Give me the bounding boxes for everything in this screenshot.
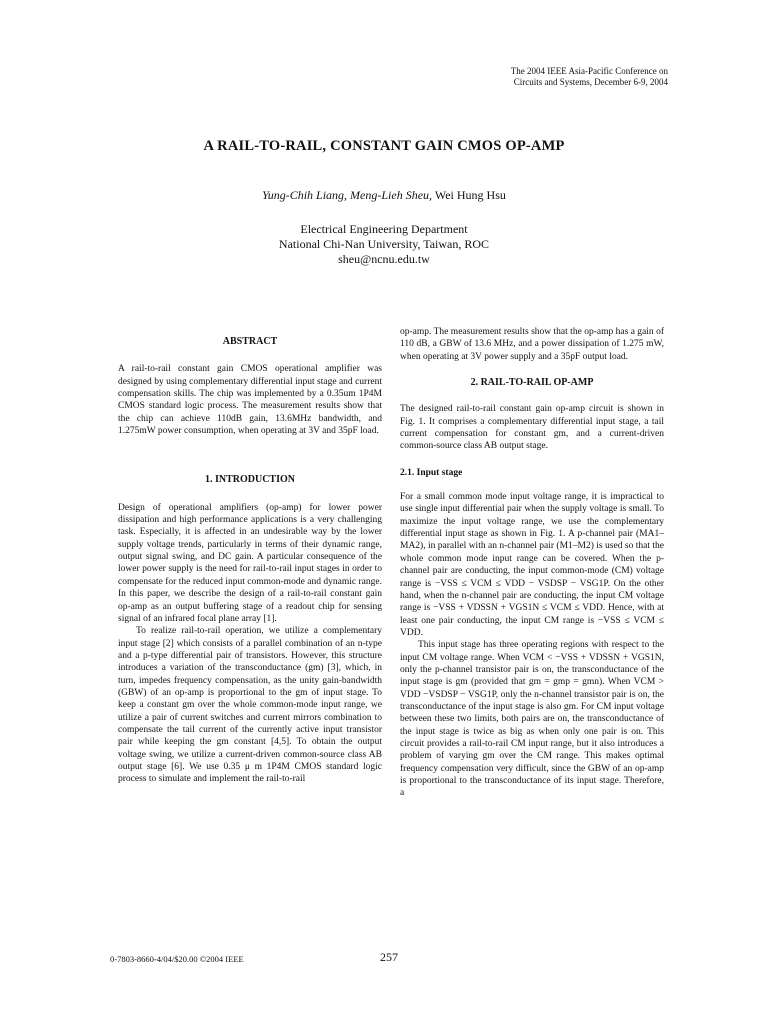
subsection-2-1-heading: 2.1. Input stage (400, 467, 463, 478)
left-column (118, 336, 382, 786)
author-list (0, 188, 768, 203)
abstract-continuation: op-amp. The measurement results show that the op-amp has a gain of 110 dB, a GBW of 13.6 MHz, and a power dissipation of 1.275 mW, when operating at 3V power supply and a 35pF output load. (400, 327, 664, 362)
authors-italic: Yung-Chih Liang, Meng-Lieh Sheu, (262, 188, 433, 202)
introduction-paragraph-2: To realize rail-to-rail operation, we utilize a complementary input stage [2] which consists of a parallel combination of an n-type and a p-type differential pair of transistors. However, this structure introduces a variation of the transconductance (gm) [3], which, in turn, impedes frequency compensation, as the unity gain-bandwidth (GBW) of an op-amp is proportional to the gm of input stage. To keep a constant gm over the whole common-mode input range, we utilize a pair of current switches and current mirrors combination to compensate the tail current of the currently active input transistor pair while keeping the gm constant [4,5]. To obtain the output voltage swing, we utilize a current-driven common-source class AB output stage [6]. We use 0.35 μ m 1P4M CMOS standard logic process to simulate and implement the rail-to-rail (118, 626, 382, 785)
university: National Chi-Nan University, Taiwan, ROC (278, 237, 490, 251)
section-2-heading: 2. RAIL-TO-RAIL OP-AMP (470, 377, 594, 389)
email: sheu@ncnu.edu.tw (338, 252, 430, 266)
introduction-paragraph-1: Design of operational amplifiers (op-amp) for lower power dissipation and high performance applications is a very challenging task. Especially, it is affected in an undesirable way by the lower supply voltage trends, particularly in terms of their dynamic range, output signal swing, and DC gain. A particular consequence of the lower power supply is the need for rail-to-rail input stages in order to compensate for the reduced input common-mode and dynamic range. In this paper, we describe the design of a rail-to-rail constant gain op-amp as an output buffering stage of a readout chip for sensing signal of an infrared focal plane array [1]. (118, 502, 382, 624)
affiliation (0, 222, 768, 267)
conference-line-2: Circuits and Systems, December 6-9, 2004 (513, 77, 668, 87)
copyright-notice: 0-7803-8660-4/04/$20.00 ©2004 IEEE (110, 954, 244, 964)
department: Electrical Engineering Department (300, 222, 468, 236)
right-column (400, 326, 664, 800)
conference-line-1: The 2004 IEEE Asia-Pacific Conference on (510, 66, 668, 76)
conference-header (408, 66, 668, 88)
abstract-heading: ABSTRACT (222, 336, 278, 347)
abstract-text: A rail-to-rail constant gain CMOS operational amplifier was designed by using complementary differential input stage and current compensation skills. The chip was implemented by a 0.35um 1P4M CMOS standard logic process. The measurement results show that the chip can achieve 110dB gain, 13.6MHz bandwidth, and 1.275mW power consumption, when operating at 3V and 35pF load. (118, 364, 382, 437)
introduction-heading: 1. INTRODUCTION (204, 474, 295, 486)
authors-plain: Wei Hung Hsu (432, 188, 506, 202)
section-2-text: The designed rail-to-rail constant gain op-amp circuit is shown in Fig. 1. It comprises a complementary differential input stage, a tail current compensation for constant gm, and a current-driven common-source class AB output stage. (400, 404, 664, 452)
paper-title: A RAIL-TO-RAIL, CONSTANT GAIN CMOS OP-AMP (203, 138, 565, 154)
input-stage-paragraph-1: For a small common mode input voltage range, it is impractical to use single input differential pair when the supply voltage is small. To maximize the input voltage range, we use the complementary differential input stage as shown in Fig. 1. A p-channel pair (MA1–MA2), in parallel with an n-channel pair (M1–M2) is used so that the whole common mode input range can be covered. When the p-channel pair are conducting, the input common-mode (CM) voltage range is −VSS ≤ VCM ≤ VDD − VSDSP − VSG1P. On the other hand, when the n-channel pair are conducting, the input CM voltage range is −VSS + VDSSN + VGS1N ≤ VCM ≤ VDD. Hence, with at least one pair conducting, the input CM range is −VSS ≤ VCM ≤ VDD. (400, 492, 664, 638)
page-number: 257 (380, 950, 398, 964)
input-stage-paragraph-2: This input stage has three operating regions with respect to the input CM voltage range. When VCM < −VSS + VDSSN + VGS1N, only the p-channel transistor pair is on, the transconductance of the input stage is gm (provided that gm = gmp = gmn). When VCM > VDD −VSDSP − VSG1P, only the n-channel transistor pair is on, the transconductance of the input stage is also gm. For CM input voltage between these two limits, both pairs are on, the transconductance of the input stage is twice as big as when only one pair is on. This circuit provides a rail-to-rail CM input range, but it also introduces a problem of varying gm over the CM range. This makes optimal frequency compensation very difficult, since the GBW of an op-amp is proportional to the transconductance of its input stage. Therefore, a (400, 640, 664, 799)
